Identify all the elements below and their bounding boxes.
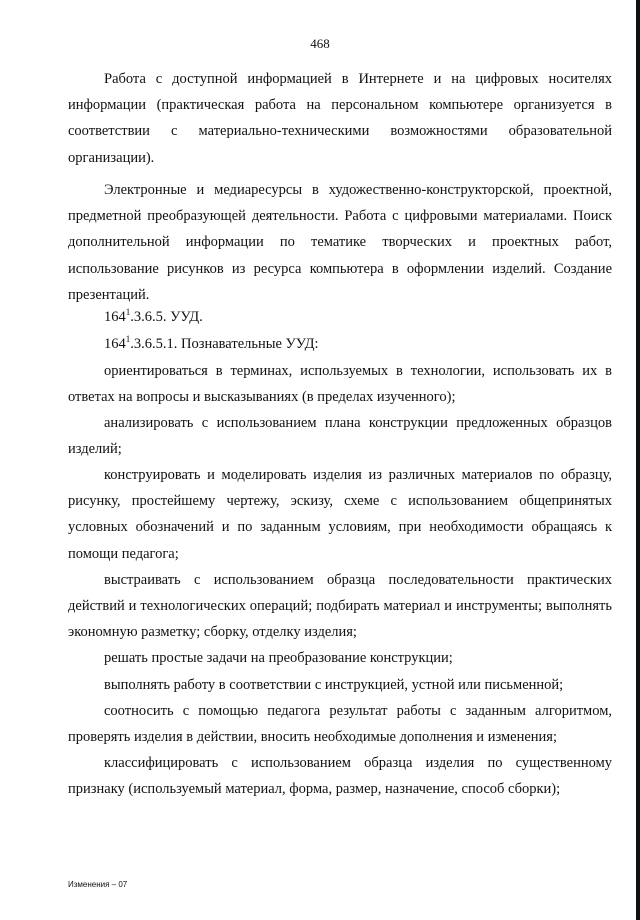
page-number: 468 — [310, 36, 330, 51]
scan-edge-divider — [636, 0, 640, 920]
section-number: 164 — [104, 336, 126, 352]
list-item-classify: классифицировать с использованием образца изделия по существенному признаку (используемый материал, форма, размер, назначение, способ сборки); — [68, 755, 612, 798]
list-item-instructions: выполнять работу в соответствии с инструкцией, устной или письменной; — [104, 677, 564, 693]
section-superscript: 1 — [125, 307, 131, 318]
section-superscript: 1 — [125, 334, 131, 345]
section-number: 164 — [104, 309, 126, 325]
list-item-compare-result: соотносить с помощью педагога результат работы с заданным алгоритмом, проверять изделия в действии, вносить необходимые дополнения и изменения; — [68, 703, 612, 746]
section-title: .3.6.5.1. Познавательные УУД: — [130, 336, 319, 352]
list-item-simple-tasks: решать простые задачи на преобразование конструкции; — [104, 650, 453, 666]
list-item-construct: конструировать и моделировать изделия из различных материалов по образцу, рисунку, простейшему чертежу, эскизу, схеме с использованием общепринятых условных обозначений и по заданным условиям, при необходимости обращаясь к помощи педагога; — [68, 467, 612, 562]
paragraph-media-resources: Электронные и медиаресурсы в художественно-конструкторской, проектной, предметной преобразующей деятельности. Работа с цифровыми материалами. Поиск дополнительной информации по тематике творческих и проектных работ, использование рисунков из ресурса компьютера в оформлении изделий. Создание презентаций. — [68, 182, 612, 303]
list-item-analyze: анализировать с использованием плана конструкции предложенных образцов изделий; — [68, 415, 612, 458]
list-item-sequence: выстраивать с использованием образца последовательности практических действий и технологических операций; подбирать материал и инструменты; выполнять экономную разметку; сборку, отделку изделия; — [68, 572, 612, 641]
section-title: .3.6.5. УУД. — [130, 309, 203, 325]
paragraph-digital-info: Работа с доступной информацией в Интернете и на цифровых носителях информации (практическая работа на персональном компьютере организуется в соответствии с материально-техническими возможностями образовательной организации). — [68, 71, 612, 166]
list-item-terms: ориентироваться в терминах, используемых в технологии, использовать их в ответах на вопросы и высказываниях (в пределах изученного); — [68, 363, 612, 406]
section-heading-uud — [104, 304, 203, 330]
footer-revision: Изменения – 07 — [68, 880, 128, 889]
section-heading-cognitive-uud — [104, 331, 319, 357]
